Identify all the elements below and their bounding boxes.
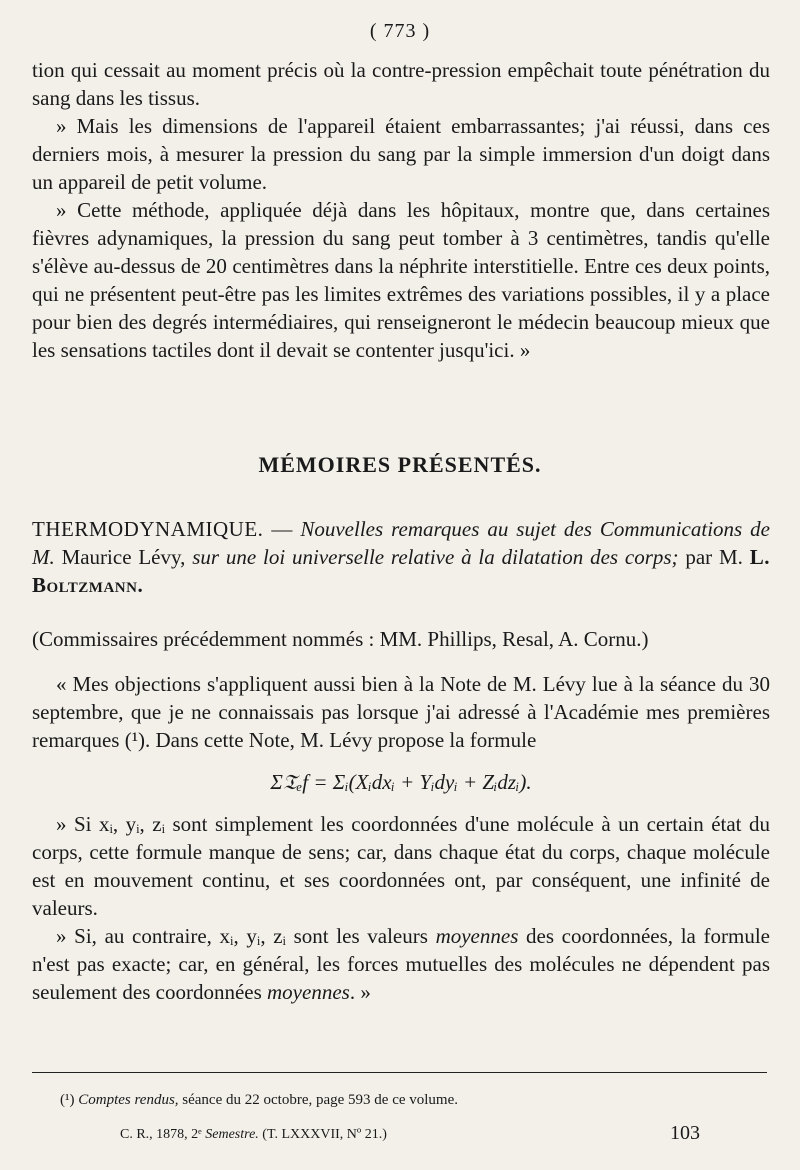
footer-semestre: Semestre. bbox=[205, 1127, 259, 1142]
page-footer bbox=[120, 1127, 700, 1143]
article-person-name: Maurice Lévy, bbox=[54, 545, 193, 569]
article-dash: — bbox=[263, 517, 301, 541]
article-title-part-2: sur une loi universelle relative à la dilatation des corps; bbox=[192, 545, 679, 569]
paragraph-si-simplement: » Si xᵢ, yᵢ, zᵢ sont simplement les coordonnées d'une molécule à un certain état du corps, cette formule manque de sens; car, dans chaque état du corps, chaque molécule est en mouvement continu, et ses coordonnées ont, par conséquent, une infinité de valeurs. bbox=[32, 812, 770, 920]
footnote-marker: (¹) bbox=[60, 1092, 79, 1108]
article-by: par M. bbox=[678, 545, 750, 569]
paragraph-si-2-emph-1: moyennes bbox=[435, 924, 519, 948]
footnote bbox=[60, 1092, 760, 1109]
footer-journal: C. R., 1878, 2ᵉ bbox=[120, 1127, 206, 1142]
body-text-top bbox=[32, 56, 770, 364]
article-author: L. Boltzmann. bbox=[32, 545, 770, 597]
footnote-text: séance du 22 octobre, page 593 de ce volume. bbox=[178, 1092, 459, 1108]
page-number-header: ( 773 ) bbox=[369, 20, 431, 42]
paragraph-continuation: tion qui cessait au moment précis où la contre-pression empêchait toute pénétration du sang dans les tissus. bbox=[32, 58, 770, 110]
section-heading: MÉMOIRES PRÉSENTÉS. bbox=[258, 452, 542, 477]
article-header bbox=[32, 515, 770, 599]
paragraph-methode: » Cette méthode, appliquée déjà dans les hôpitaux, montre que, dans certaines fièvres adynamiques, la pression du sang peut tomber à 3 centimètres, tandis qu'elle s'élève au-dessus de 20 centimètres dans la néphrite interstitielle. Entre ces deux points, qui ne présentent peut-être pas les limites extrêmes des variations possibles, il y a place pour bien des degrés intermédiaires, qui renseigneront le médecin beaucoup mieux que les sensations tactiles dont il devait se contenter jusqu'ici. » bbox=[32, 198, 770, 362]
body-text-main bbox=[32, 670, 770, 1006]
footer-volume: (T. LXXXVII, Nº 21.) bbox=[258, 1127, 387, 1142]
paragraph-objections: « Mes objections s'appliquent aussi bien à la Note de M. Lévy lue à la séance du 30 septembre, que je ne connaissais pas lorsque j'ai adressé à l'Académie mes premières remarques (¹). Dans cette Note, M. Lévy propose la formule bbox=[32, 672, 770, 752]
footer-page-number: 103 bbox=[670, 1122, 700, 1144]
footnote-divider bbox=[32, 1072, 767, 1073]
footnote-source: Comptes rendus, bbox=[78, 1092, 179, 1108]
article-subject: THERMODYNAMIQUE. bbox=[32, 517, 264, 541]
paragraph-si-2-part-c: des coordonnées, la formule n'est pas exacte; car, en général, les forces mutuelles des molécules ne dépendent pas seulement des coordonnées bbox=[32, 924, 770, 1004]
commission-line: (Commissaires précédemment nommés : MM. Phillips, Resal, A. Cornu.) bbox=[32, 627, 649, 651]
formula: Σ𝔗ₑf = Σᵢ(Xᵢdxᵢ + Yᵢdyᵢ + Zᵢdzᵢ). bbox=[270, 770, 532, 794]
paragraph-si-2-emph-2: moyennes bbox=[267, 980, 350, 1004]
paragraph-si-2-part-a: » Si, au contraire, xᵢ, yᵢ, zᵢ sont les valeurs bbox=[56, 924, 436, 948]
paragraph-si-2-part-e: . » bbox=[349, 980, 371, 1004]
paragraph-dimensions: » Mais les dimensions de l'appareil étaient embarrassantes; j'ai réussi, dans ces derniers mois, à mesurer la pression du sang par la simple immersion d'un doigt dans un appareil de petit volume. bbox=[32, 114, 770, 194]
article-title-part-1: Nouvelles remarques au sujet des Communications de M. bbox=[32, 517, 771, 569]
paragraph-si-au-contraire bbox=[32, 922, 770, 1006]
